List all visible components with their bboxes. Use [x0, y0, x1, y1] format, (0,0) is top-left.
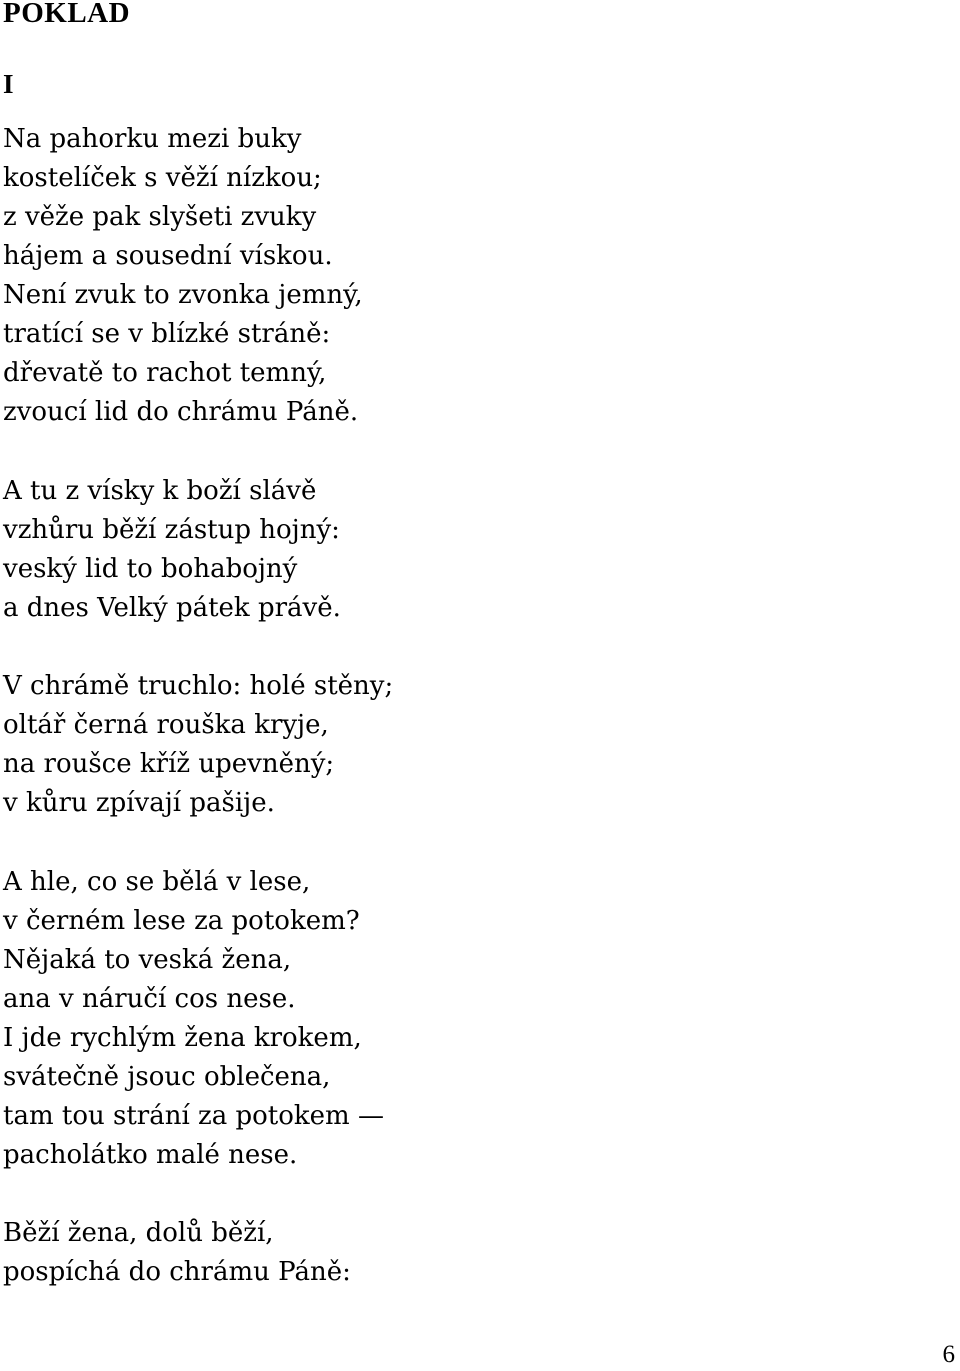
verse-line: tam tou strání za potokem —	[3, 1101, 384, 1131]
stanza-2	[3, 472, 341, 628]
verse-line: V chrámě truchlo: holé stěny;	[3, 671, 394, 701]
section-heading: I	[3, 69, 14, 99]
verse-line: A hle, co se bělá v lese,	[3, 867, 311, 897]
verse-line: na roušce kříž upevněný;	[3, 749, 335, 779]
verse-line: A tu z vísky k boží slávě	[3, 476, 317, 506]
verse-line: oltář černá rouška kryje,	[3, 710, 329, 740]
verse-line: kostelíček s věží nízkou;	[3, 163, 322, 193]
verse-line: veský lid to bohabojný	[3, 554, 298, 584]
stanza-4	[3, 863, 384, 1175]
verse-line: tratící se v blízké stráně:	[3, 319, 331, 349]
verse-line: dřevatě to rachot temný,	[3, 358, 327, 388]
verse-line: z věže pak slyšeti zvuky	[3, 202, 317, 232]
verse-line: Nějaká to veská žena,	[3, 945, 292, 975]
stanza-5	[3, 1214, 351, 1292]
verse-line: ana v náručí cos nese.	[3, 984, 296, 1014]
verse-line: Běží žena, dolů běží,	[3, 1218, 274, 1248]
stanza-3	[3, 667, 393, 823]
verse-line: I jde rychlým žena krokem,	[3, 1023, 362, 1053]
verse-line: pacholátko malé nese.	[3, 1140, 298, 1170]
stanza-1	[3, 120, 363, 432]
verse-line: zvoucí lid do chrámu Páně.	[3, 397, 359, 427]
verse-line: vzhůru běží zástup hojný:	[3, 515, 340, 545]
verse-line: v černém lese za potokem?	[3, 906, 360, 936]
verse-line: hájem a sousední vískou.	[3, 241, 333, 271]
poem-title: POKLAD	[3, 0, 131, 29]
verse-line: pospíchá do chrámu Páně:	[3, 1257, 351, 1287]
verse-line: svátečně jsouc oblečena,	[3, 1062, 331, 1092]
verse-line: Na pahorku mezi buky	[3, 124, 302, 154]
page-number: 6	[942, 1341, 955, 1368]
verse-line: Není zvuk to zvonka jemný,	[3, 280, 363, 310]
verse-line: v kůru zpívají pašije.	[3, 788, 275, 818]
verse-line: a dnes Velký pátek právě.	[3, 593, 341, 623]
